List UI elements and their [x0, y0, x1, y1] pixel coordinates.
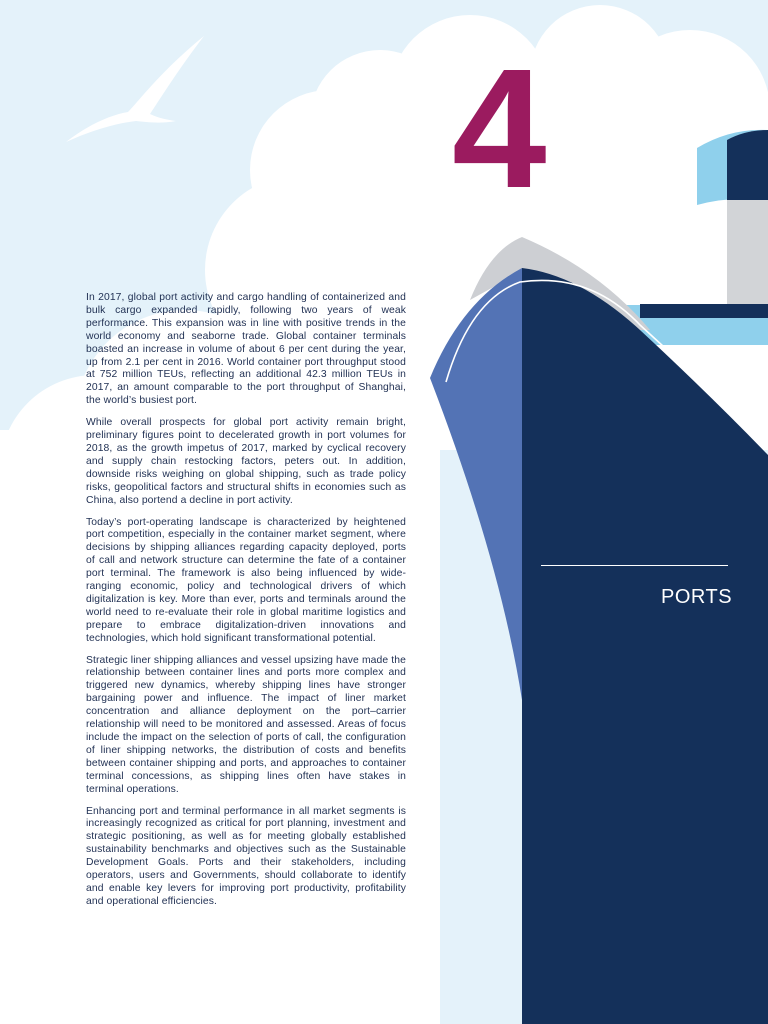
paragraph-4: Strategic liner shipping alliances and vessel upsizing have made the relationship between container lines and ports more complex and triggered new dynamics, whereby shipping lines have stronger bargaining power and influence. The impact of liner market concentration and alliance deployment on the port–carrier relationship will need to be monitored and assessed. Areas of focus include the impact on the selection of ports of call, the configuration of liner shipping networks, the distribution of costs and benefits between container shipping and ports, and approaches to container terminal concessions, as shipping lines often have stakes in terminal operations. — [86, 654, 406, 795]
chapter-body-text — [86, 292, 406, 918]
chapter-title: PORTS — [661, 586, 733, 608]
paragraph-2: While overall prospects for global port activity remain bright, preliminary figures point to decelerated growth in port volumes for 2018, as the growth impetus of 2017, marked by cyclical recovery and supply chain restocking factors, peters out. In addition, downside risks weighing on global shipping, such as trade policy risks, geopolitical factors and structural shifts in economies such as China, also portend a decline in port activity. — [86, 417, 406, 506]
paragraph-5: Enhancing port and terminal performance in all market segments is increasingly recognized as critical for port planning, investment and strategic positioning, as well as for meeting globally established sustainability benchmarks and objectives such as the Sustainable Development Goals. Ports and their stakeholders, including operators, users and Governments, should collaborate to identify and enable key levers for improving port productivity, profitability and operational efficiencies. — [86, 805, 406, 907]
ship-funnel — [697, 130, 768, 318]
paragraph-1: In 2017, global port activity and cargo handling of containerized and bulk cargo expanded rapidly, following two years of weak performance. This expansion was in line with positive trends in the world economy and seaborne trade. Global container terminals boasted an increase in volume of about 6 per cent during the year, up from 2.1 per cent in 2016. World container port throughput stood at 752 million TEUs, reflecting an additional 42.3 million TEUs in 2017, an amount comparable to the port throughput of Shanghai, the world’s busiest port. — [86, 292, 406, 407]
chapter-number: 4 — [452, 34, 543, 224]
title-divider — [541, 565, 728, 566]
paragraph-3: Today’s port-operating landscape is characterized by heightened port competition, especially in the container market segment, where decisions by shipping alliances regarding capacity deployed, ports of call and network structure can determine the fate of a container port terminal. The framework is also being influenced by wide-ranging economic, policy and technological drivers of which digitalization is key. More than ever, ports and terminals around the world need to re-evaluate their role in global maritime logistics and prepare to embrace digitalization-driven innovations and technologies, which hold significant transformational potential. — [86, 516, 406, 644]
